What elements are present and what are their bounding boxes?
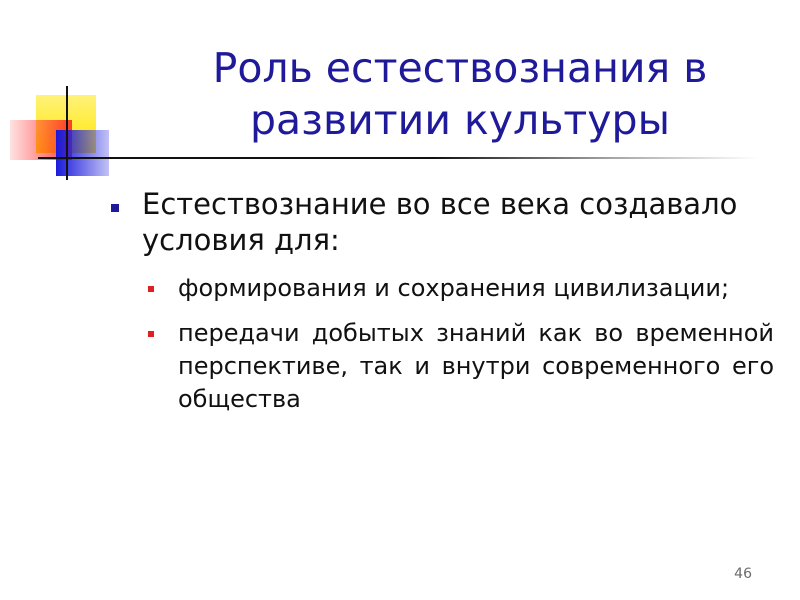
title-divider-line (38, 157, 758, 159)
logo-blue-square (56, 130, 109, 176)
bullet-level1 (108, 186, 782, 258)
square-bullet-icon (148, 331, 154, 337)
slide-content (108, 186, 788, 428)
square-bullet-icon (111, 204, 119, 212)
page-number: 46 (734, 566, 752, 582)
bullet-level2-item (178, 317, 774, 416)
bullet-level2-text: формирования и сохранения цивилизации; (178, 274, 730, 302)
bullet-level2-text: передачи добытых знаний как во временной перспективе, так и внутри современного его общества (178, 319, 774, 413)
bullet-level2-item (178, 272, 774, 305)
colored-squares-logo-icon (0, 0, 130, 190)
logo-vertical-line (66, 86, 68, 180)
slide-title: Роль естествознания в развитии культуры (212, 44, 708, 144)
square-bullet-icon (148, 286, 154, 292)
bullet-level1-text: Естествознание во все века создавало условия для: (142, 187, 738, 257)
